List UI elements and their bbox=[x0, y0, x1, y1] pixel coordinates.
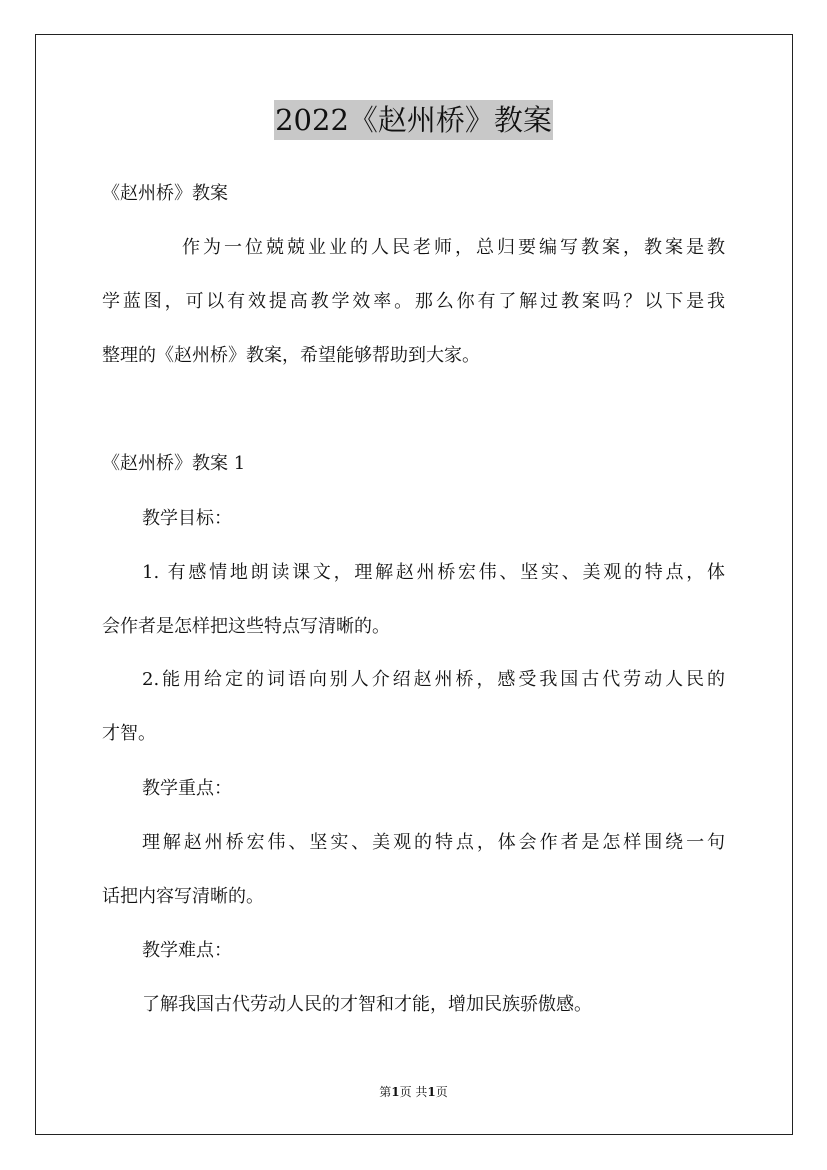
goal-1-line-2: 会作者是怎样把这些特点写清晰的。 bbox=[102, 616, 390, 637]
footer-page-suffix: 页 bbox=[435, 1085, 448, 1099]
key-points-line-1: 理解赵州桥宏伟、坚实、美观的特点，体会作者是怎样围绕一句 bbox=[142, 832, 725, 853]
intro-line-2: 学蓝图，可以有效提高教学效率。那么你有了解过教案吗？以下是我 bbox=[102, 291, 725, 312]
teaching-goals-label: 教学目标： bbox=[142, 508, 232, 529]
key-points-label: 教学重点： bbox=[142, 778, 232, 799]
intro-line-3: 整理的《赵州桥》教案，希望能够帮助到大家。 bbox=[102, 345, 480, 366]
goal-2-line-1: 2.能用给定的词语向别人介绍赵州桥，感受我国古代劳动人民的 bbox=[142, 669, 725, 690]
page-footer bbox=[0, 1084, 827, 1100]
goal-2-line-2: 才智。 bbox=[102, 723, 156, 744]
difficulties-text: 了解我国古代劳动人民的才智和才能，增加民族骄傲感。 bbox=[142, 994, 592, 1015]
goal-1-line-1: 1. 有感情地朗读课文，理解赵州桥宏伟、坚实、美观的特点，体 bbox=[142, 562, 725, 583]
intro-line-1: 作为一位兢兢业业的人民老师，总归要编写教案，教案是教 bbox=[182, 237, 725, 258]
document-subtitle: 《赵州桥》教案 bbox=[102, 183, 228, 204]
document-title: 2022《赵州桥》教案 bbox=[274, 100, 553, 140]
key-points-line-2: 话把内容写清晰的。 bbox=[102, 886, 264, 907]
title-container bbox=[0, 100, 827, 140]
footer-page-prefix: 第 bbox=[379, 1085, 392, 1099]
footer-page-mid: 页 共 bbox=[399, 1085, 428, 1099]
footer-page-total: 1 bbox=[427, 1085, 436, 1099]
section-heading: 《赵州桥》教案 1 bbox=[102, 453, 246, 474]
footer-page-current: 1 bbox=[391, 1085, 400, 1099]
difficulties-label: 教学难点： bbox=[142, 940, 232, 961]
